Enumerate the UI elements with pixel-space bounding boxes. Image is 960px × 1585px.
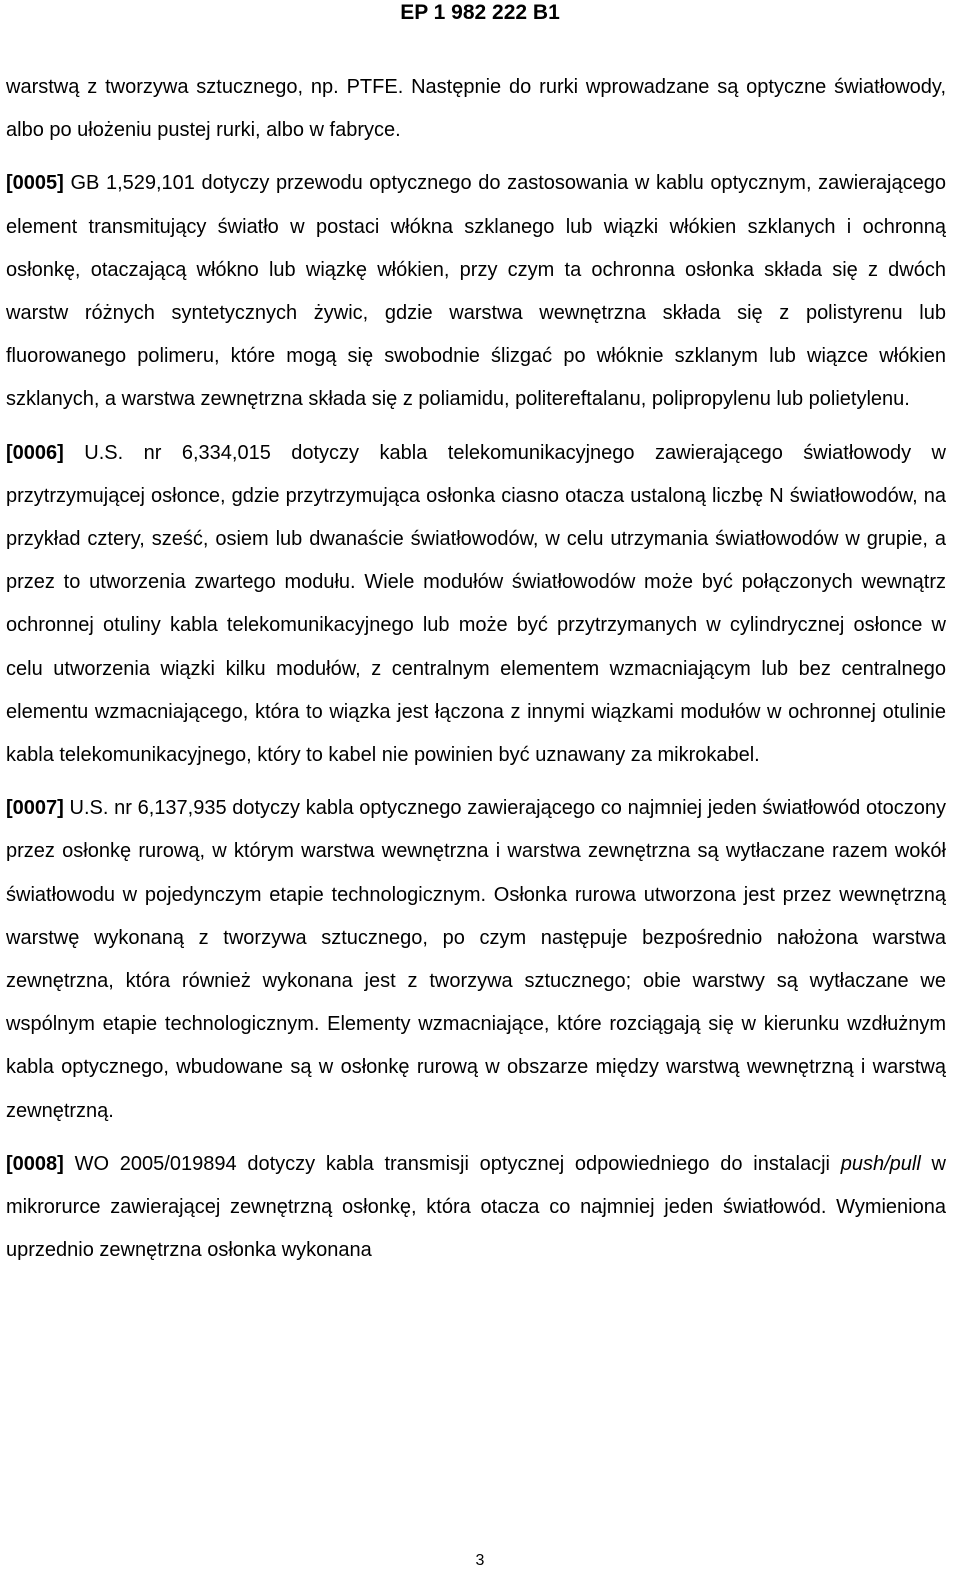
document-body <box>6 66 946 1272</box>
paragraph-text: GB 1,529,101 dotyczy przewodu optycznego do zastosowania w kablu optycznym, zawierającego element transmitujący światło w postaci włókna szklanego lub wiązki włókien szklanych i ochronną osłonkę, otaczającą włókno lub wiązkę włókien, przy czym ta ochronna osłonka składa się z dwóch warstw różnych syntetycznych żywic, gdzie warstwa wewnętrzna składa się z polistyrenu lub fluorowanego polimeru, które mogą się swobodnie ślizgać po włóknie szklanym lub wiązce włókien szklanych, a warstwa zewnętrzna składa się z poliamidu, politereftalanu, polipropylenu lub polietylenu. <box>6 172 946 411</box>
patent-header: EP 1 982 222 B1 <box>400 1 560 24</box>
paragraph-0005 <box>6 162 946 421</box>
paragraph-continuation <box>6 66 946 152</box>
paragraph-number: [0007] <box>6 797 64 820</box>
paragraph-text: U.S. nr 6,137,935 dotyczy kabla optycznego zawierającego co najmniej jeden światłowód otoczony przez osłonkę rurową, w którym warstwa wewnętrzna i warstwa zewnętrzna są wytłaczane razem wokół światłowodu w pojedynczym etapie technologicznym. Osłonka rurowa utworzona jest przez wewnętrzną warstwę wykonaną z tworzywa sztucznego, po czym następuje bezpośrednio nałożona warstwa zewnętrzna, która również wykonana jest z tworzywa sztucznego; obie warstwy są wytłaczane we wspólnym etapie technologicznym. Elementy wzmacniające, które rozciągają się w kierunku wzdłużnym kabla optycznego, wbudowane są w osłonkę rurową w obszarze między warstwą wewnętrzną i warstwą zewnętrzną. <box>6 797 946 1122</box>
paragraph-text-before: WO 2005/019894 dotyczy kabla transmisji optycznej odpowiedniego do instalacji <box>74 1152 841 1175</box>
page-number: 3 <box>475 1552 485 1569</box>
paragraph-text: warstwą z tworzywa sztucznego, np. PTFE. Następnie do rurki wprowadzane są optyczne światłowody, albo po ułożeniu pustej rurki, albo w fabryce. <box>6 76 946 142</box>
paragraph-number: [0006] <box>6 441 64 464</box>
paragraph-0006 <box>6 432 946 778</box>
paragraph-text: U.S. nr 6,334,015 dotyczy kabla telekomunikacyjnego zawierającego światłowody w przytrzymującej osłonce, gdzie przytrzymująca osłonka ciasno otacza ustaloną liczbę N światłowodów, na przykład cztery, sześć, osiem lub dwanaście światłowodów, w celu utrzymania światłowodów w grupie, a przez to utworzenia zwartego modułu. Wiele modułów światłowodów może być połączonych wewnątrz ochronnej otuliny kabla telekomunikacyjnego lub może być przytrzymanych w cylindrycznej osłonce w celu utworzenia wiązki kilku modułów, z centralnym elementem wzmacniającym lub bez centralnego elementu wzmacniającego, która to wiązka jest łączona z innymi wiązkami modułów w ochronnej otulinie kabla telekomunikacyjnego, który to kabel nie powinien być uznawany za mikrokabel. <box>6 441 946 767</box>
paragraph-text-after: w mikrorurce zawierającej zewnętrzną osłonkę, która otacza co najmniej jeden światłowód. Wymieniona uprzednio zewnętrzna osłonka wykonana <box>6 1152 947 1262</box>
paragraph-number: [0008] <box>6 1152 64 1175</box>
paragraph-number: [0005] <box>6 172 64 195</box>
paragraph-text-italic: push/pull <box>840 1152 921 1175</box>
paragraph-0007 <box>6 787 946 1133</box>
paragraph-0008 <box>6 1143 946 1273</box>
